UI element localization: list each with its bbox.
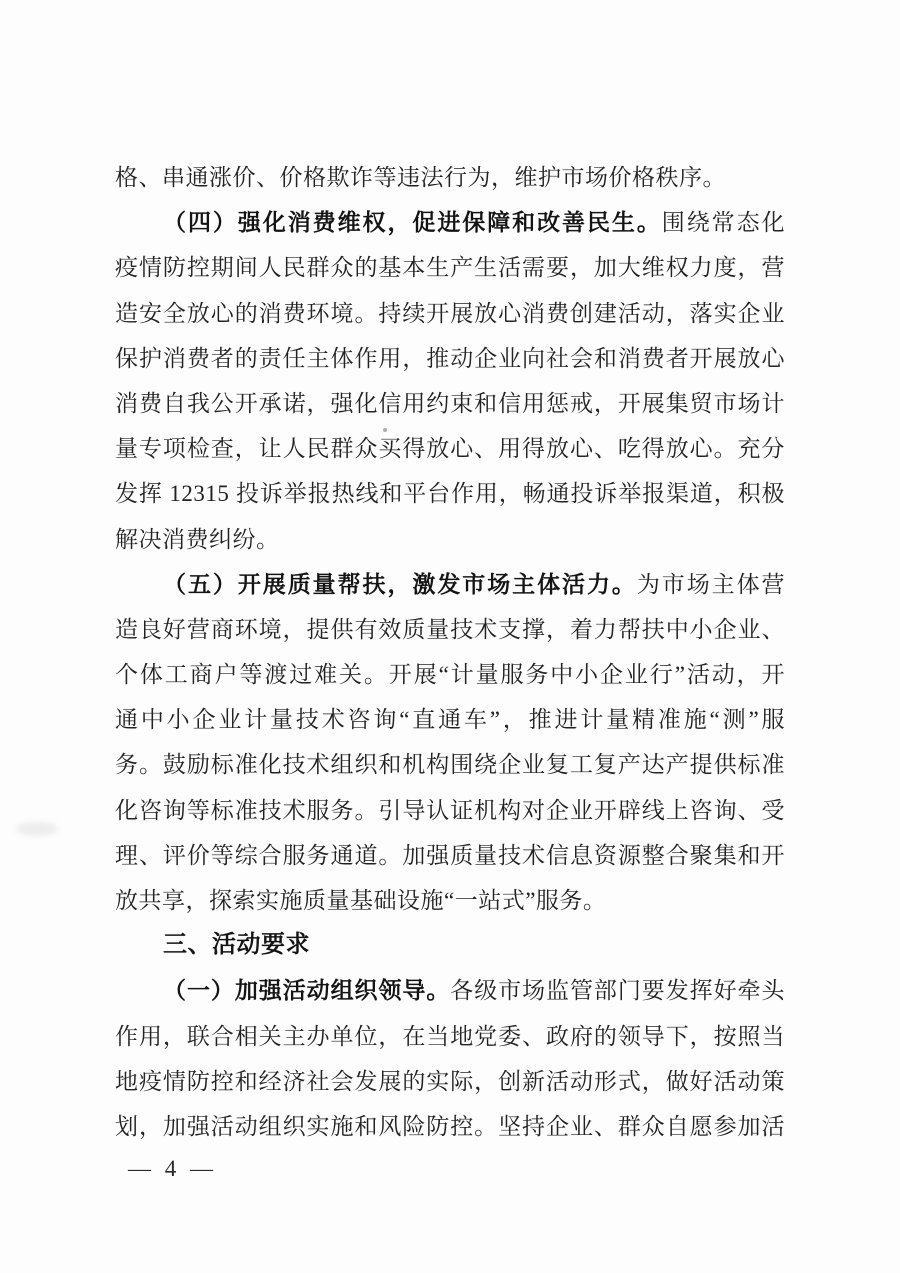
bold-run: （一）加强活动组织领导。 <box>163 978 451 1004</box>
text-run: 理、评价等综合服务通道。加强质量技术信息资源整合聚集和开 <box>115 842 785 868</box>
text-line <box>115 245 785 290</box>
text-run: 保护消费者的责任主体作用，推动企业向社会和消费者开展放心 <box>115 345 785 371</box>
text-run: 个体工商户等渡过难关。开展“计量服务中小企业行”活动，开 <box>115 662 785 688</box>
text-line <box>115 155 785 200</box>
text-run: 划，加强活动组织实施和风险防控。坚持企业、群众自愿参加活 <box>115 1113 785 1139</box>
text-run: 发挥 12315 投诉举报热线和平台作用，畅通投诉举报渠道，积极 <box>115 481 785 507</box>
text-line <box>115 833 785 878</box>
text-run: 消费自我公开承诺，强化信用约束和信用惩戒，开展集贸市场计 <box>115 390 785 416</box>
text-line <box>115 1104 785 1149</box>
text-line <box>115 426 785 471</box>
scan-smudge <box>16 822 58 836</box>
text-run: 作用，联合相关主办单位，在当地党委、政府的领导下，按照当 <box>115 1023 785 1049</box>
text-line <box>115 381 785 426</box>
text-run: 造安全放心的消费环境。持续开展放心消费创建活动，落实企业 <box>115 300 785 326</box>
text-run: 务。鼓励标准化技术组织和机构围绕企业复工复产达产提供标准 <box>115 752 785 778</box>
text-line <box>115 471 785 516</box>
text-line <box>115 742 785 787</box>
paragraph-start-line <box>115 562 785 607</box>
text-line <box>115 652 785 697</box>
text-line <box>115 336 785 381</box>
text-line <box>115 788 785 833</box>
text-run: 格、串通涨价、价格欺诈等违法行为，维护市场价格秩序。 <box>115 165 726 190</box>
text-run: 通中小企业计量技术咨询“直通车”，推进计量精准施“测”服 <box>115 707 785 733</box>
text-line <box>115 607 785 652</box>
text-run: 疫情防控期间人民群众的基本生产生活需要，加大维权力度，营 <box>115 255 785 281</box>
paragraph-end-line <box>115 517 785 562</box>
text-run: 为市场主体营 <box>636 571 785 597</box>
document-body <box>115 155 785 1149</box>
text-run: 各级市场监管部门要发挥好牵头 <box>450 978 786 1004</box>
bold-run: 三、活动要求 <box>163 932 310 959</box>
text-run: 化咨询等标准技术服务。引导认证机构对企业开辟线上咨询、受 <box>115 797 785 823</box>
text-run: 造良好营商环境，提供有效质量技术支撑，着力帮扶中小企业、 <box>115 616 785 642</box>
bold-run: （四）强化消费维权，促进保障和改善民生。 <box>163 210 662 236</box>
text-line <box>115 697 785 742</box>
section-heading <box>115 923 785 968</box>
bold-run: （五）开展质量帮扶，激发市场主体活力。 <box>163 571 637 597</box>
text-run: 解决消费纠纷。 <box>115 526 280 552</box>
page-number: — 4 — <box>128 1156 217 1181</box>
text-line <box>115 1059 785 1104</box>
paragraph-end-line <box>115 878 785 923</box>
text-run: 地疫情防控和经济社会发展的实际，创新活动形式，做好活动策 <box>115 1068 785 1094</box>
text-run: 放共享，探索实施质量基础设施“一站式”服务。 <box>115 888 607 913</box>
text-line <box>115 1014 785 1059</box>
text-run: 量专项检查，让人民群众买得放心、用得放心、吃得放心。充分 <box>115 436 785 462</box>
text-run: 围绕常态化 <box>661 210 785 236</box>
paragraph-start-line <box>115 968 785 1013</box>
text-line <box>115 291 785 336</box>
paragraph-start-line <box>115 200 785 245</box>
